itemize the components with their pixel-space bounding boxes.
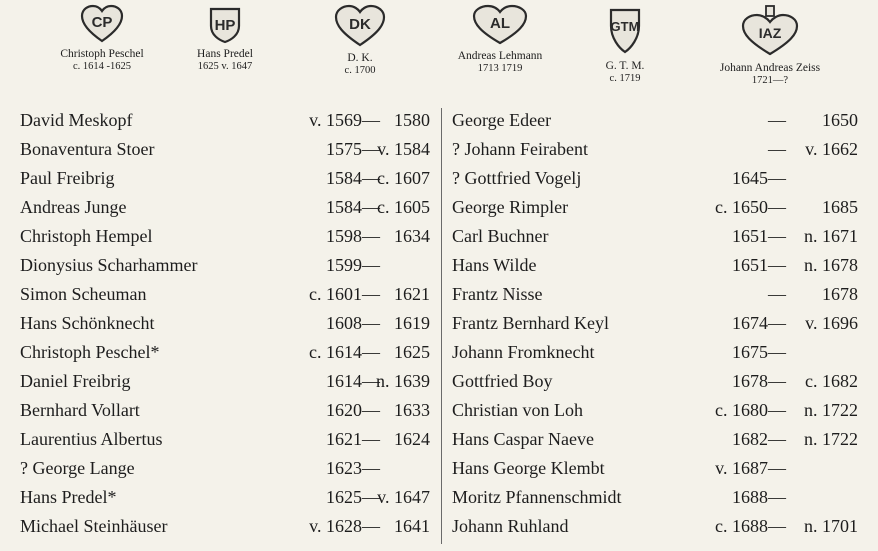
craftsman-name: Dionysius Scharhammer — [20, 255, 198, 275]
table-row — [20, 251, 430, 280]
mark-initials: DK — [349, 16, 371, 33]
table-row — [20, 135, 430, 164]
end-date: 1621 — [394, 284, 430, 304]
end-date: 1678 — [822, 284, 858, 304]
craftsman-name: ? George Lange — [20, 458, 135, 478]
mark-christoph-peschel — [42, 4, 162, 73]
end-date: 1685 — [822, 197, 858, 217]
mark-dates: 1721—? — [751, 75, 789, 86]
start-date: v. 1687— — [715, 458, 786, 478]
column-divider — [441, 108, 442, 544]
table-row — [20, 367, 430, 396]
craftsman-name: Christian von Loh — [452, 400, 583, 420]
mark-name: Andreas Lehmann — [457, 50, 543, 62]
craftsman-name: Simon Scheuman — [20, 284, 147, 304]
mark-dates: 1713 1719 — [477, 63, 523, 74]
mark-name: Hans Predel — [197, 48, 253, 60]
right-column — [452, 106, 862, 541]
start-date: 1675— — [732, 342, 786, 362]
craftsman-name: Bonaventura Stoer — [20, 139, 155, 159]
mark-dates: c. 1614 -1625 — [72, 61, 132, 72]
end-date: 1633 — [394, 400, 430, 420]
table-row — [20, 512, 430, 541]
start-date: — — [768, 110, 786, 130]
start-date: v. 1628— — [309, 516, 380, 536]
mark-hans-predel — [175, 4, 275, 73]
mark-dates: 1625 v. 1647 — [197, 61, 253, 72]
start-date: 1575— — [326, 139, 380, 159]
mark-dates: c. 1719 — [609, 73, 641, 84]
craftsman-name: Hans Predel* — [20, 487, 117, 507]
end-date: v. 1696 — [805, 313, 858, 333]
craftsman-name: Frantz Nisse — [452, 284, 543, 304]
craftsman-name: George Edeer — [452, 110, 552, 130]
craftsman-name: Christoph Peschel* — [20, 342, 160, 362]
shield-mark-icon — [207, 4, 243, 44]
table-row — [452, 309, 862, 338]
heart-mark-icon — [80, 4, 124, 44]
end-date: 1625 — [394, 342, 430, 362]
end-date: n. 1671 — [804, 226, 858, 246]
left-column — [20, 106, 430, 541]
heart-mark-icon — [472, 4, 528, 46]
craftsman-name: Moritz Pfannenschmidt — [452, 487, 622, 507]
start-date: 1584— — [326, 197, 380, 217]
start-date: 1620— — [326, 400, 380, 420]
start-date: 1688— — [732, 487, 786, 507]
start-date: 1623— — [326, 458, 380, 478]
mark-dates: c. 1700 — [344, 65, 376, 76]
table-row — [20, 396, 430, 425]
table-row — [452, 164, 862, 193]
table-row — [20, 338, 430, 367]
table-row — [20, 309, 430, 338]
craftsman-name: Carl Buchner — [452, 226, 549, 246]
craftsman-name: ? Johann Feirabent — [452, 139, 588, 159]
mark-name: G. T. M. — [605, 60, 645, 72]
end-date: v. 1662 — [805, 139, 858, 159]
start-date: 1651— — [732, 226, 786, 246]
table-row — [20, 193, 430, 222]
table-row — [20, 222, 430, 251]
craftsman-name: Daniel Freibrig — [20, 371, 131, 391]
table-row — [452, 367, 862, 396]
cloverleaf-mark-icon — [601, 4, 649, 56]
end-date: n. 1701 — [804, 516, 858, 536]
table-row — [452, 483, 862, 512]
table-row — [20, 454, 430, 483]
mark-dk — [310, 4, 410, 77]
mark-name: Johann Andreas Zeiss — [719, 62, 821, 74]
table-row — [20, 280, 430, 309]
start-date: c. 1601— — [309, 284, 380, 304]
start-date: 1599— — [326, 255, 380, 275]
craftsman-name: Christoph Hempel — [20, 226, 153, 246]
end-date: c. 1682 — [805, 371, 858, 391]
table-row — [452, 338, 862, 367]
end-date: c. 1605 — [377, 197, 430, 217]
craftsman-name: Johann Ruhland — [452, 516, 569, 536]
craftsman-name: George Rimpler — [452, 197, 569, 217]
table-row — [20, 483, 430, 512]
mark-name: Christoph Peschel — [60, 48, 144, 60]
start-date: — — [768, 139, 786, 159]
makers-marks-header — [0, 0, 878, 100]
start-date: 1584— — [326, 168, 380, 188]
craftsman-name: Hans Caspar Naeve — [452, 429, 594, 449]
mark-gtm — [590, 4, 660, 85]
start-date: c. 1614— — [309, 342, 380, 362]
mark-johann-andreas-zeiss — [695, 4, 845, 87]
table-row — [452, 454, 862, 483]
mark-initials: HP — [214, 17, 236, 34]
craftsman-name: ? Gottfried Vogelj — [452, 168, 582, 188]
start-date: 1608— — [326, 313, 380, 333]
craftsman-name: Hans Schönknecht — [20, 313, 155, 333]
table-row — [20, 164, 430, 193]
heart-crown-mark-icon — [740, 4, 800, 58]
craftsman-name: Hans Wilde — [452, 255, 537, 275]
table-row — [452, 251, 862, 280]
table-row — [452, 512, 862, 541]
start-date: 1598— — [326, 226, 380, 246]
end-date: 1634 — [394, 226, 430, 246]
mark-initials: CP — [91, 14, 113, 31]
heart-mark-icon — [334, 4, 386, 48]
end-date: 1624 — [394, 429, 430, 449]
table-row — [452, 396, 862, 425]
start-date: 1682— — [732, 429, 786, 449]
table-row — [452, 106, 862, 135]
end-date: v. 1647 — [377, 487, 430, 507]
start-date: 1614— — [326, 371, 380, 391]
end-date: n. 1722 — [804, 400, 858, 420]
start-date: 1645— — [732, 168, 786, 188]
end-date: n. 1722 — [804, 429, 858, 449]
start-date: c. 1650— — [715, 197, 786, 217]
table-row — [20, 106, 430, 135]
start-date: c. 1688— — [715, 516, 786, 536]
end-date: v. 1584 — [377, 139, 430, 159]
end-date: c. 1607 — [377, 168, 430, 188]
start-date: — — [768, 284, 786, 304]
start-date: c. 1680— — [715, 400, 786, 420]
table-row — [452, 135, 862, 164]
craftsman-name: David Meskopf — [20, 110, 133, 130]
end-date: n. 1678 — [804, 255, 858, 275]
start-date: 1678— — [732, 371, 786, 391]
table-row — [452, 193, 862, 222]
start-date: v. 1569— — [309, 110, 380, 130]
end-date: 1641 — [394, 516, 430, 536]
craftsman-name: Hans George Klembt — [452, 458, 605, 478]
table-row — [452, 425, 862, 454]
end-date: 1650 — [822, 110, 858, 130]
craftsman-name: Andreas Junge — [20, 197, 127, 217]
end-date: n. 1639 — [376, 371, 430, 391]
table-row — [452, 222, 862, 251]
table-row — [452, 280, 862, 309]
table-row — [20, 425, 430, 454]
craftsman-name: Gottfried Boy — [452, 371, 553, 391]
craftsman-name: Laurentius Albertus — [20, 429, 163, 449]
mark-name: D. K. — [347, 52, 373, 64]
end-date: 1619 — [394, 313, 430, 333]
mark-andreas-lehmann — [435, 4, 565, 75]
start-date: 1621— — [326, 429, 380, 449]
start-date: 1674— — [732, 313, 786, 333]
start-date: 1651— — [732, 255, 786, 275]
end-date: 1580 — [394, 110, 430, 130]
craftsman-name: Frantz Bernhard Keyl — [452, 313, 609, 333]
craftsman-name: Michael Steinhäuser — [20, 516, 168, 536]
craftsman-name: Johann Fromknecht — [452, 342, 595, 362]
craftsman-name: Bernhard Vollart — [20, 400, 140, 420]
mark-initials: AL — [490, 15, 510, 32]
mark-initials: IAZ — [758, 25, 782, 41]
craftsman-name: Paul Freibrig — [20, 168, 115, 188]
mark-initials: GTM — [610, 19, 640, 34]
start-date: 1625— — [326, 487, 380, 507]
